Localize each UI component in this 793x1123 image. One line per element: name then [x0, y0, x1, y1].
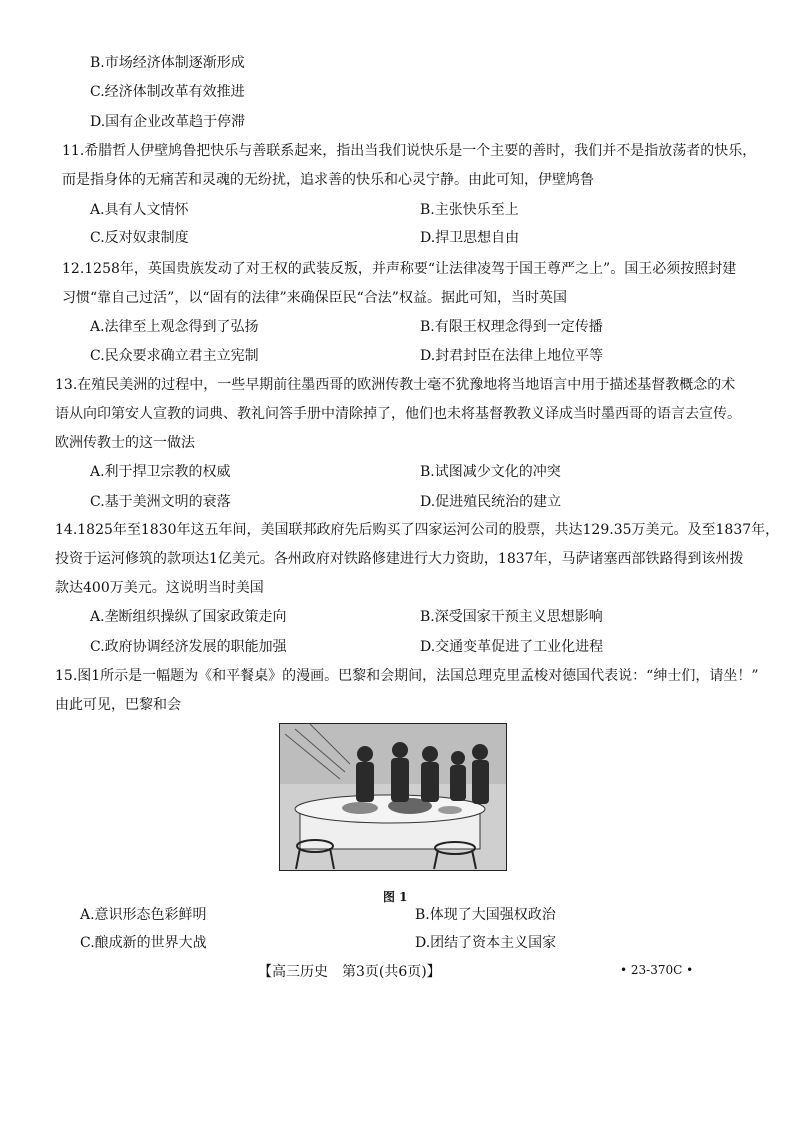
q11-option-b: B.主张快乐至上	[420, 202, 519, 218]
q12-option-d: D.封君封臣在法律上地位平等	[420, 348, 604, 364]
page-footer-code: • 23-370C •	[620, 963, 694, 977]
q13-stem-line-2: 语从向印第安人宣教的词典、教礼问答手册中清除掉了，他们也未将基督教教义译成当时墨西哥的语言去宣传。	[55, 406, 741, 422]
peace-table-cartoon-image	[279, 723, 507, 871]
q12-stem-line-2: 习惯“靠自己过活”，以“固有的法律”来确保臣民“合法”权益。据此可知，当时英国	[62, 290, 567, 306]
q11-option-d: D.捍卫思想自由	[420, 230, 520, 246]
q14-stem-line-2: 投资于运河修筑的款项达1亿美元。各州政府对铁路修建进行大力资助，1837年，马萨诸塞西部铁路得到该州拨	[55, 551, 744, 567]
q15-option-d: D.团结了资本主义国家	[415, 935, 557, 951]
q10-option-d: D.国有企业改革趋于停滞	[90, 114, 246, 130]
q13-option-a: A.利于捍卫宗教的权威	[90, 464, 231, 480]
q13-option-b: B.试图减少文化的冲突	[420, 464, 561, 480]
q12-stem-line-1: 12.1258年，英国贵族发动了对王权的武装反叛，并声称要“让法律凌驾于国王尊严之上”。国王必须按照封建	[62, 261, 737, 277]
q12-option-a: A.法律至上观念得到了弘扬	[90, 319, 259, 335]
q13-option-d: D.促进殖民统治的建立	[420, 494, 562, 510]
q11-option-c: C.反对奴隶制度	[90, 230, 189, 246]
q15-option-c: C.酿成新的世界大战	[80, 935, 207, 951]
q13-stem-line-3: 欧洲传教士的这一做法	[55, 435, 195, 451]
q15-option-b: B.体现了大国强权政治	[415, 907, 556, 923]
q13-stem-line-1: 13.在殖民美洲的过程中，一些早期前往墨西哥的欧洲传教士毫不犹豫地将当地语言中用于描述基督教概念的术	[55, 377, 736, 393]
page-footer-subject: 【高三历史 第3页(共6页)】	[258, 964, 441, 980]
q14-option-a: A.垄断组织操纵了国家政策走向	[90, 609, 287, 625]
q11-stem-line-1: 11.希腊哲人伊壁鸠鲁把快乐与善联系起来，指出当我们说快乐是一个主要的善时，我们并不是指放荡者的快乐，	[62, 143, 757, 159]
q12-option-c: C.民众要求确立君主立宪制	[90, 348, 259, 364]
cartoon-illustration-icon	[280, 724, 506, 870]
q14-stem-line-1: 14.1825年至1830年这五年间，美国联邦政府先后购买了四家运河公司的股票，共达129.35万美元。及至1837年，	[55, 522, 780, 538]
q14-option-c: C.政府协调经济发展的职能加强	[90, 639, 287, 655]
q10-option-b: B.市场经济体制逐渐形成	[90, 55, 245, 71]
q15-stem-line-2: 由此可见，巴黎和会	[55, 697, 181, 713]
q11-stem-line-2: 而是指身体的无痛苦和灵魂的无纷扰，追求善的快乐和心灵宁静。由此可知，伊壁鸠鲁	[62, 172, 594, 188]
q11-option-a: A.具有人文情怀	[90, 202, 189, 218]
q14-option-d: D.交通变革促进了工业化进程	[420, 639, 604, 655]
q12-option-b: B.有限王权理念得到一定传播	[420, 319, 603, 335]
q10-option-c: C.经济体制改革有效推进	[90, 84, 245, 100]
q14-stem-line-3: 款达400万美元。这说明当时美国	[55, 580, 264, 596]
q15-stem-line-1: 15.图1所示是一幅题为《和平餐桌》的漫画。巴黎和会期间，法国总理克里孟梭对德国代表说：“绅士们，请坐！”	[55, 668, 759, 684]
q15-option-a: A.意识形态色彩鲜明	[80, 907, 207, 923]
figure-caption: 图 1	[383, 890, 408, 904]
q13-option-c: C.基于美洲文明的衰落	[90, 494, 231, 510]
q14-option-b: B.深受国家干预主义思想影响	[420, 609, 603, 625]
